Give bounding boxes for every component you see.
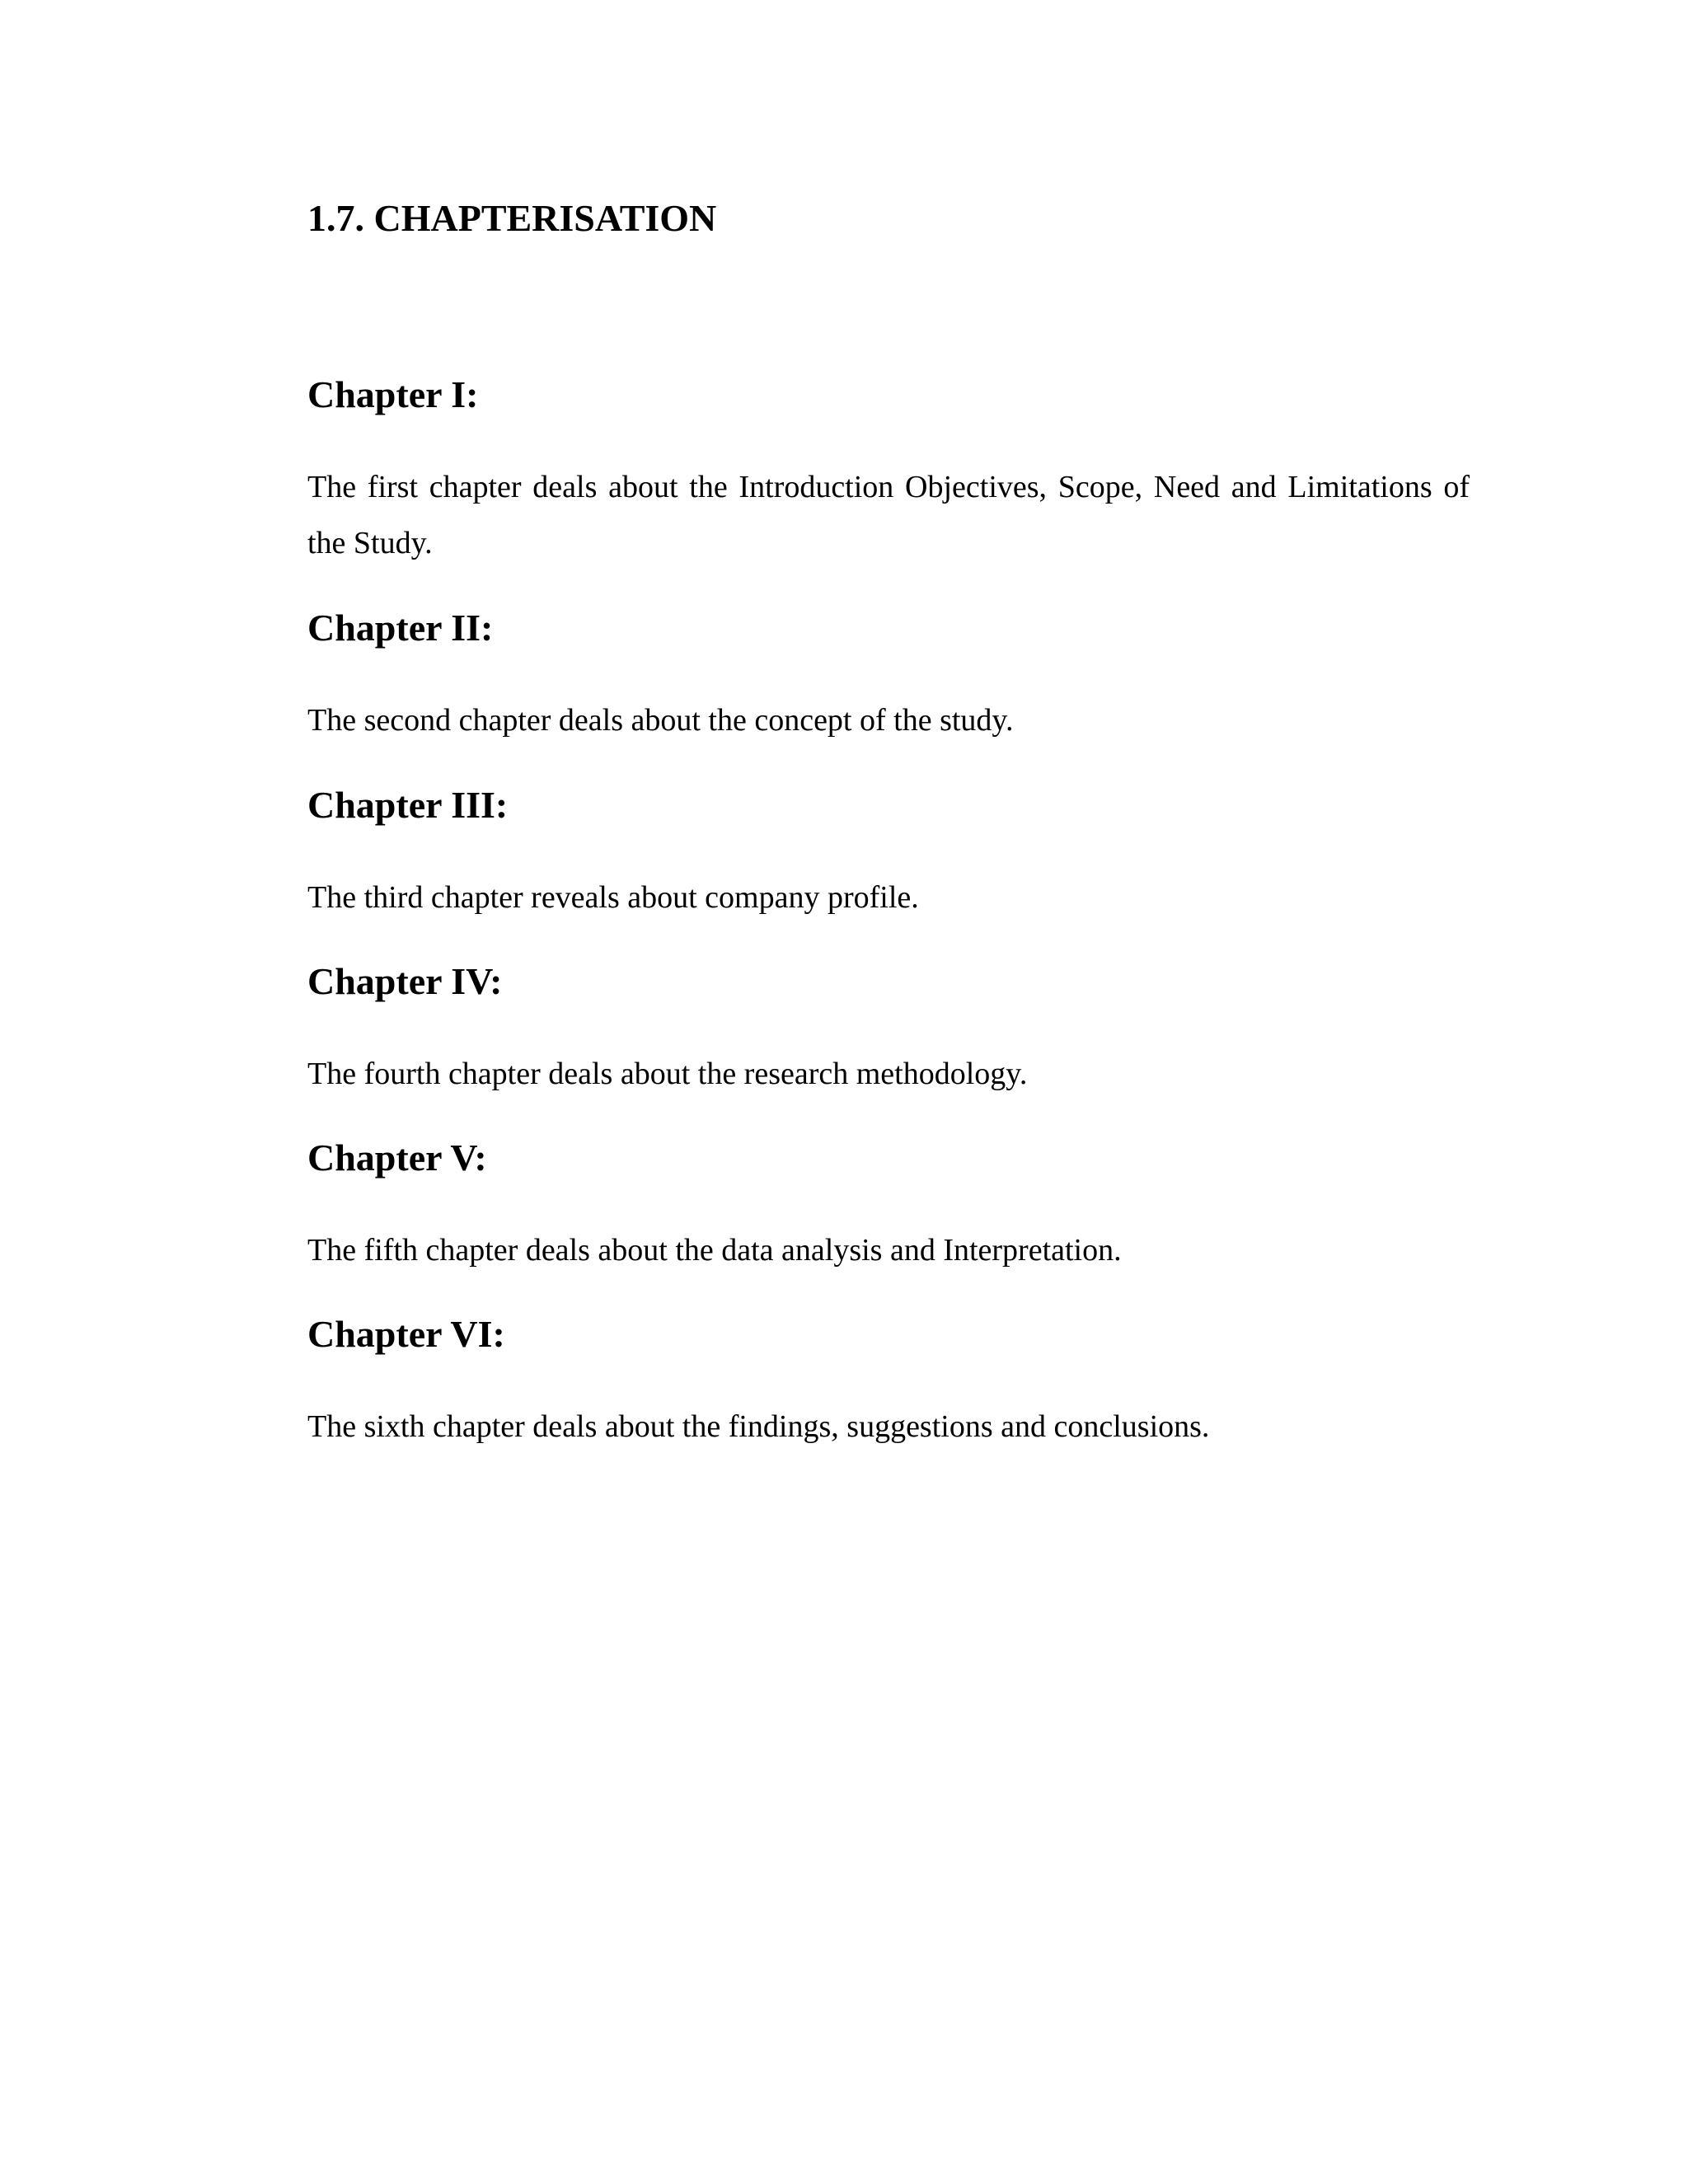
chapter-4-heading: Chapter IV: [307,960,503,1002]
chapter-3-heading: Chapter III: [307,784,509,826]
chapter-4-block [307,958,1470,1102]
chapter-2-heading: Chapter II: [307,607,494,649]
chapter-2-description: The second chapter deals about the concept of the study. [307,703,1014,738]
chapter-1-block [307,372,1470,571]
chapter-6-heading: Chapter VI: [307,1313,505,1355]
chapter-1-heading: Chapter I: [307,373,479,415]
chapter-4-description: The fourth chapter deals about the research methodology. [307,1057,1028,1091]
chapter-3-block [307,782,1470,926]
chapter-5-description: The fifth chapter deals about the data analysis and Interpretation. [307,1233,1122,1268]
chapter-3-description: The third chapter reveals about company profile. [307,880,919,915]
chapter-6-description: The sixth chapter deals about the findings, suggestions and conclusions. [307,1409,1210,1444]
chapter-5-heading: Chapter V: [307,1137,487,1179]
chapter-5-block [307,1135,1470,1278]
chapter-2-block [307,605,1470,748]
chapter-6-block [307,1311,1470,1455]
chapter-1-description: The first chapter deals about the Introduction Objectives, Scope, Need and Limitations of the Study. [307,470,1470,560]
section-title: 1.7. CHAPTERISATION [307,197,717,239]
